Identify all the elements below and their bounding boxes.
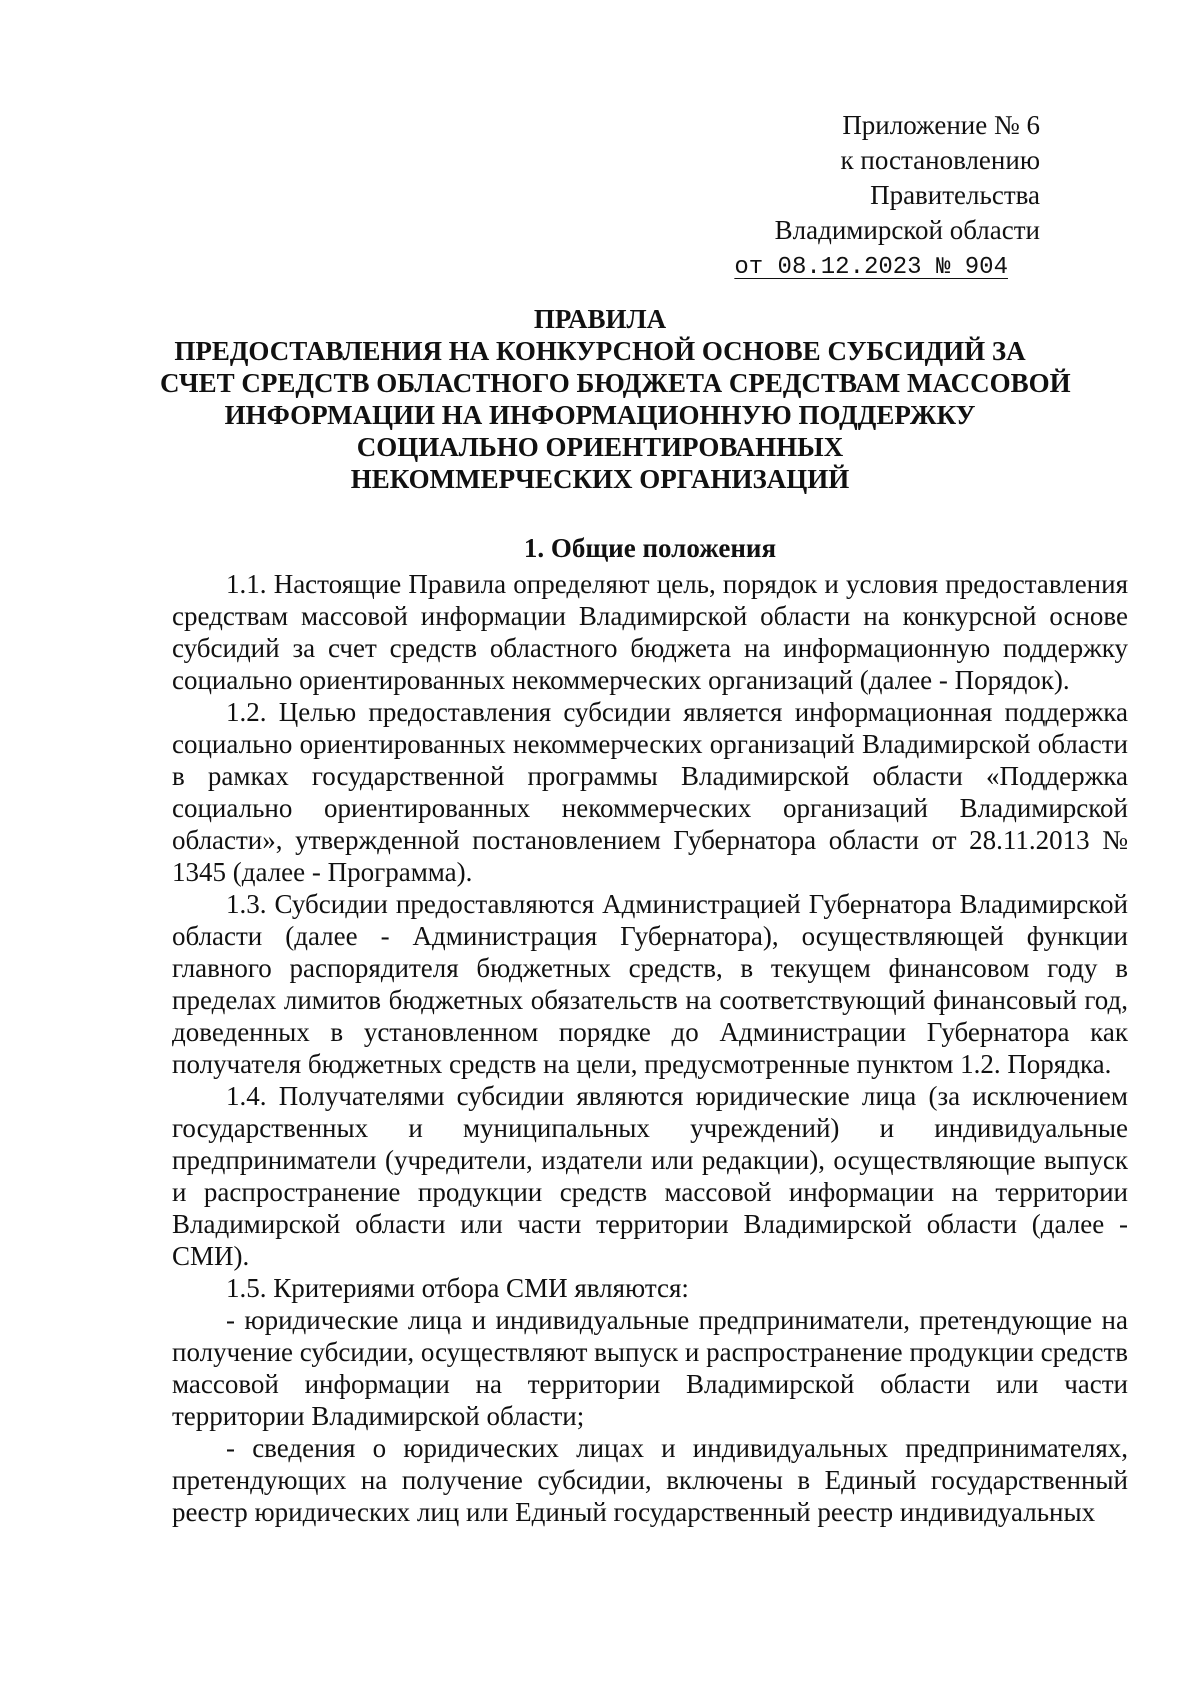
document-body: [172, 532, 1128, 1528]
appendix-line-3: Правительства: [870, 180, 1040, 210]
title-line: ПРЕДОСТАВЛЕНИЯ НА КОНКУРСНОЙ ОСНОВЕ СУБСИДИЙ ЗА: [174, 336, 1026, 366]
title-line: ИНФОРМАЦИИ НА ИНФОРМАЦИОННУЮ ПОДДЕРЖКУ: [224, 400, 976, 430]
resolution-number: от 08.12.2023 № 904: [734, 254, 1008, 281]
title-line: НЕКОММЕРЧЕСКИХ ОРГАНИЗАЦИЙ: [350, 464, 850, 494]
criterion-item: - сведения о юридических лицах и индивидуальных предпринимателях, претендующих на получение субсидии, включены в Единый государственный реестр юридических лиц или Единый государственный реестр индивидуальных: [172, 1433, 1128, 1527]
criterion-item: - юридические лица и индивидуальные предприниматели, претендующие на получение субсидии, осуществляют выпуск и распространение продукции средств массовой информации на территории Владимирской области или части территории Владимирской области;: [172, 1305, 1128, 1431]
appendix-line-4: Владимирской области: [774, 215, 1040, 245]
paragraph-1-2: 1.2. Целью предоставления субсидии является информационная поддержка социально ориентированных некоммерческих организаций Владимирской области в рамках государственной программы Владимирской области «Поддержка социально ориентированных некоммерческих организаций Владимирской области», утвержденной постановлением Губернатора области от 28.11.2013 № 1345 (далее - Программа).: [172, 697, 1128, 887]
section-heading: 1. Общие положения: [523, 533, 777, 563]
title-line: ПРАВИЛА: [533, 304, 667, 334]
paragraph-1-3: 1.3. Субсидии предоставляются Администрацией Губернатора Владимирской области (далее - Администрация Губернатора), осуществляющей функции главного распорядителя бюджетных средств, в текущем финансовом году в пределах лимитов бюджетных обязательств на соответствующий финансовый год, доведенных в установленном порядке до Администрации Губернатора как получателя бюджетных средств на цели, предусмотренные пунктом 1.2. Порядка.: [172, 889, 1128, 1079]
appendix-line-2: к постановлению: [840, 145, 1040, 175]
title-line: СОЦИАЛЬНО ОРИЕНТИРОВАННЫХ: [356, 432, 844, 462]
paragraph-1-1: 1.1. Настоящие Правила определяют цель, порядок и условия предоставления средствам массовой информации Владимирской области на конкурсной основе субсидий за счет средств областного бюджета на информационную поддержку социально ориентированных некоммерческих организаций (далее - Порядок).: [172, 569, 1128, 695]
document-title: [160, 303, 1071, 495]
title-line: СЧЕТ СРЕДСТВ ОБЛАСТНОГО БЮДЖЕТА СРЕДСТВАМ МАССОВОЙ: [160, 368, 1071, 398]
appendix-block: [734, 108, 1040, 285]
appendix-line-1: Приложение № 6: [842, 110, 1040, 140]
paragraph-1-4: 1.4. Получателями субсидии являются юридические лица (за исключением государственных и муниципальных учреждений) и индивидуальные предприниматели (учредители, издатели или редакции), осуществляющие выпуск и распространение продукции средств массовой информации на территории Владимирской области или части территории Владимирской области (далее - СМИ).: [172, 1081, 1128, 1271]
paragraph-1-5: 1.5. Критериями отбора СМИ являются:: [226, 1273, 689, 1303]
